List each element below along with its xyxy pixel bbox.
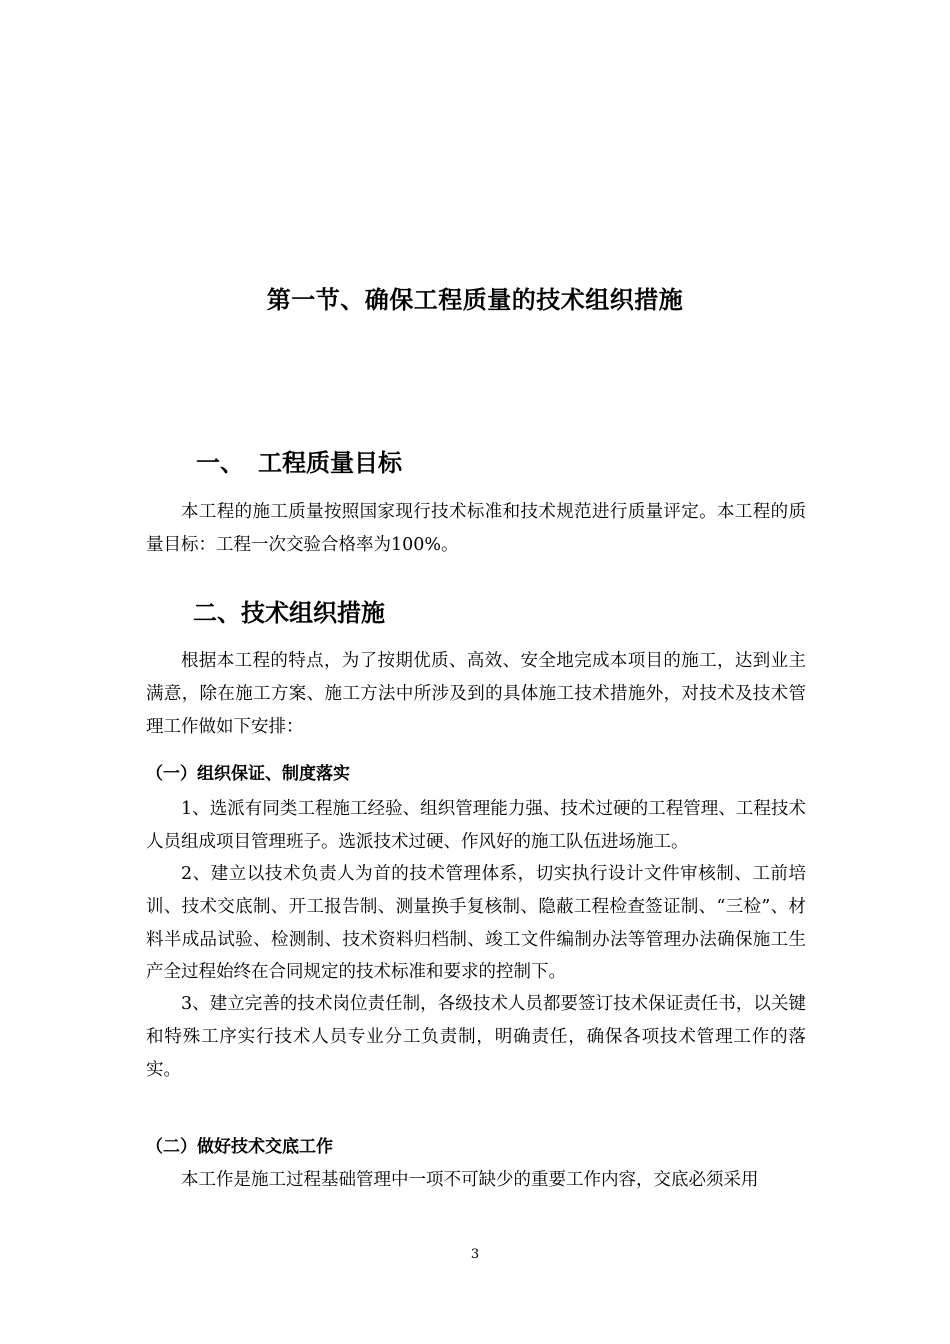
heading-quality-target [196, 446, 402, 480]
paragraph-item-2: 2、建立以技术负责人为首的技术管理体系，切实执行设计文件审核制、工前培训、技术交底制、开工报告制、测量换手复核制、隐蔽工程检查签证制、“三检”、材料半成品试验、检测制、技术资料归档制、竣工文件编制办法等管理办法确保施工生产全过程始终在合同规定的技术标准和要求的控制下。 [146, 864, 806, 983]
paragraph-item-3: 3、建立完善的技术岗位责任制，各级技术人员都要签订技术保证责任书，以关键和特殊工序实行技术人员专业分工负责制，明确责任，确保各项技术管理工作的落实。 [146, 994, 806, 1080]
heading-text: 工程质量目标 [258, 449, 402, 477]
subheading-technical-briefing: （二）做好技术交底工作 [146, 1137, 333, 1157]
paragraph-item-1: 1、选派有同类工程施工经验、组织管理能力强、技术过硬的工程管理、工程技术人员组成项目管理班子。选派技术过硬、作风好的施工队伍进场施工。 [146, 799, 806, 852]
paragraph-intro: 根据本工程的特点，为了按期优质、高效、安全地完成本项目的施工，达到业主满意，除在施工方案、施工方法中所涉及到的具体施工技术措施外，对技术及技术管理工作做如下安排： [146, 651, 806, 737]
paragraph-quality-target: 本工程的施工质量按照国家现行技术标准和技术规范进行质量评定。本工程的质量目标：工程一次交验合格率为100%。 [146, 502, 806, 555]
page-number: 3 [470, 1247, 480, 1262]
heading-technical-measures: 二、技术组织措施 [193, 599, 385, 627]
subheading-organization: （一）组织保证、制度落实 [146, 764, 350, 784]
section-title: 第一节、确保工程质量的技术组织措施 [266, 286, 684, 314]
heading-number: 一、 [196, 449, 244, 477]
paragraph-briefing: 本工作是施工过程基础管理中一项不可缺少的重要工作内容，交底必须采用 [181, 1170, 759, 1190]
